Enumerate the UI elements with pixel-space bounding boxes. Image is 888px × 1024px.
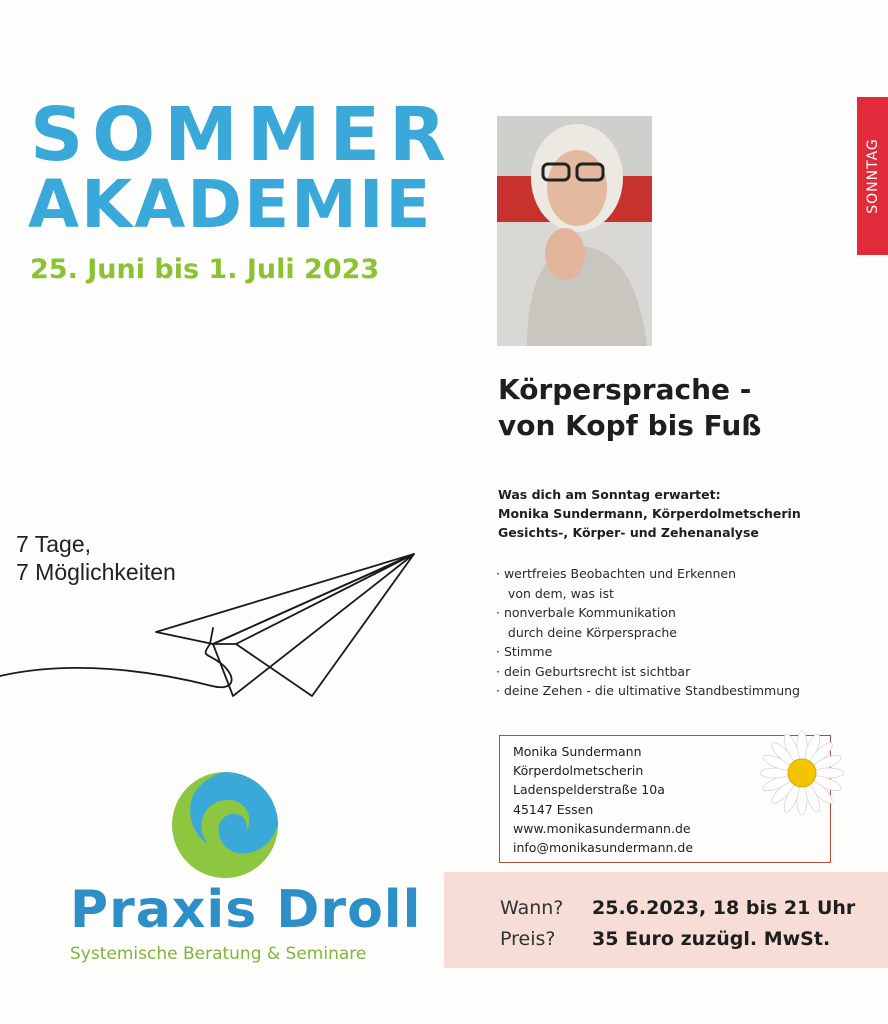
list-item: · dein Geburtsrecht ist sichtbar [496,663,691,679]
headline-line-1: Körpersprache - [498,373,752,406]
ribbon-label: SONNTAG [864,138,881,214]
contact-website: www.monikasundermann.de [513,820,691,836]
tagline-line-2: 7 Möglichkeiten [16,559,176,585]
list-item: · deine Zehen - die ultimative Standbestimmung [496,683,800,698]
brand-name: Praxis Droll [70,880,422,940]
intro-line-2: Monika Sundermann, Körperdolmetscherin [498,506,801,521]
contact-name: Monika Sundermann [513,744,642,759]
when-row [500,899,855,918]
wave-swirl-icon [170,770,280,880]
portrait-photo [497,116,652,346]
price-label: Preis? [500,928,556,950]
contact-street: Ladenspelderstraße 10a [513,782,665,798]
info-band [444,872,888,968]
headline-line-2: von Kopf bis Fuß [498,409,762,442]
headline [498,372,761,444]
price-row [500,930,830,949]
intro-line-3: Gesichts-, Körper- und Zehenanalyse [498,525,759,540]
price-value: 35 Euro zuzügl. MwSt. [592,928,831,950]
list-item: · nonverbale Kommunikation [496,605,676,620]
paper-plane-icon [0,548,420,718]
tagline-line-1: 7 Tage, [16,531,92,557]
list-item: · Stimme [496,644,553,659]
when-value: 25.6.2023, 18 bis 21 Uhr [592,897,856,919]
contact-email: info@monikasundermann.de [513,840,694,856]
brand-subtitle: Systemische Beratung & Seminare [70,944,367,964]
list-item: durch deine Körpersprache [496,624,677,640]
intro-line-1: Was dich am Sonntag erwartet: [498,487,721,502]
day-ribbon [857,97,888,255]
contact-city: 45147 Essen [513,801,594,817]
title-sommer: SOMMER [30,92,456,178]
intro-block [498,485,801,542]
contact-title: Körperdolmetscherin [513,763,644,779]
daisy-flower-icon [757,728,847,818]
event-dates: 25. Juni bis 1. Juli 2023 [30,254,380,285]
title-akademie: AKADEMIE [28,166,433,243]
topic-list [496,564,800,701]
when-label: Wann? [500,897,564,919]
list-item: von dem, was ist [496,585,614,601]
list-item: · wertfreies Beobachten und Erkennen [496,566,737,581]
